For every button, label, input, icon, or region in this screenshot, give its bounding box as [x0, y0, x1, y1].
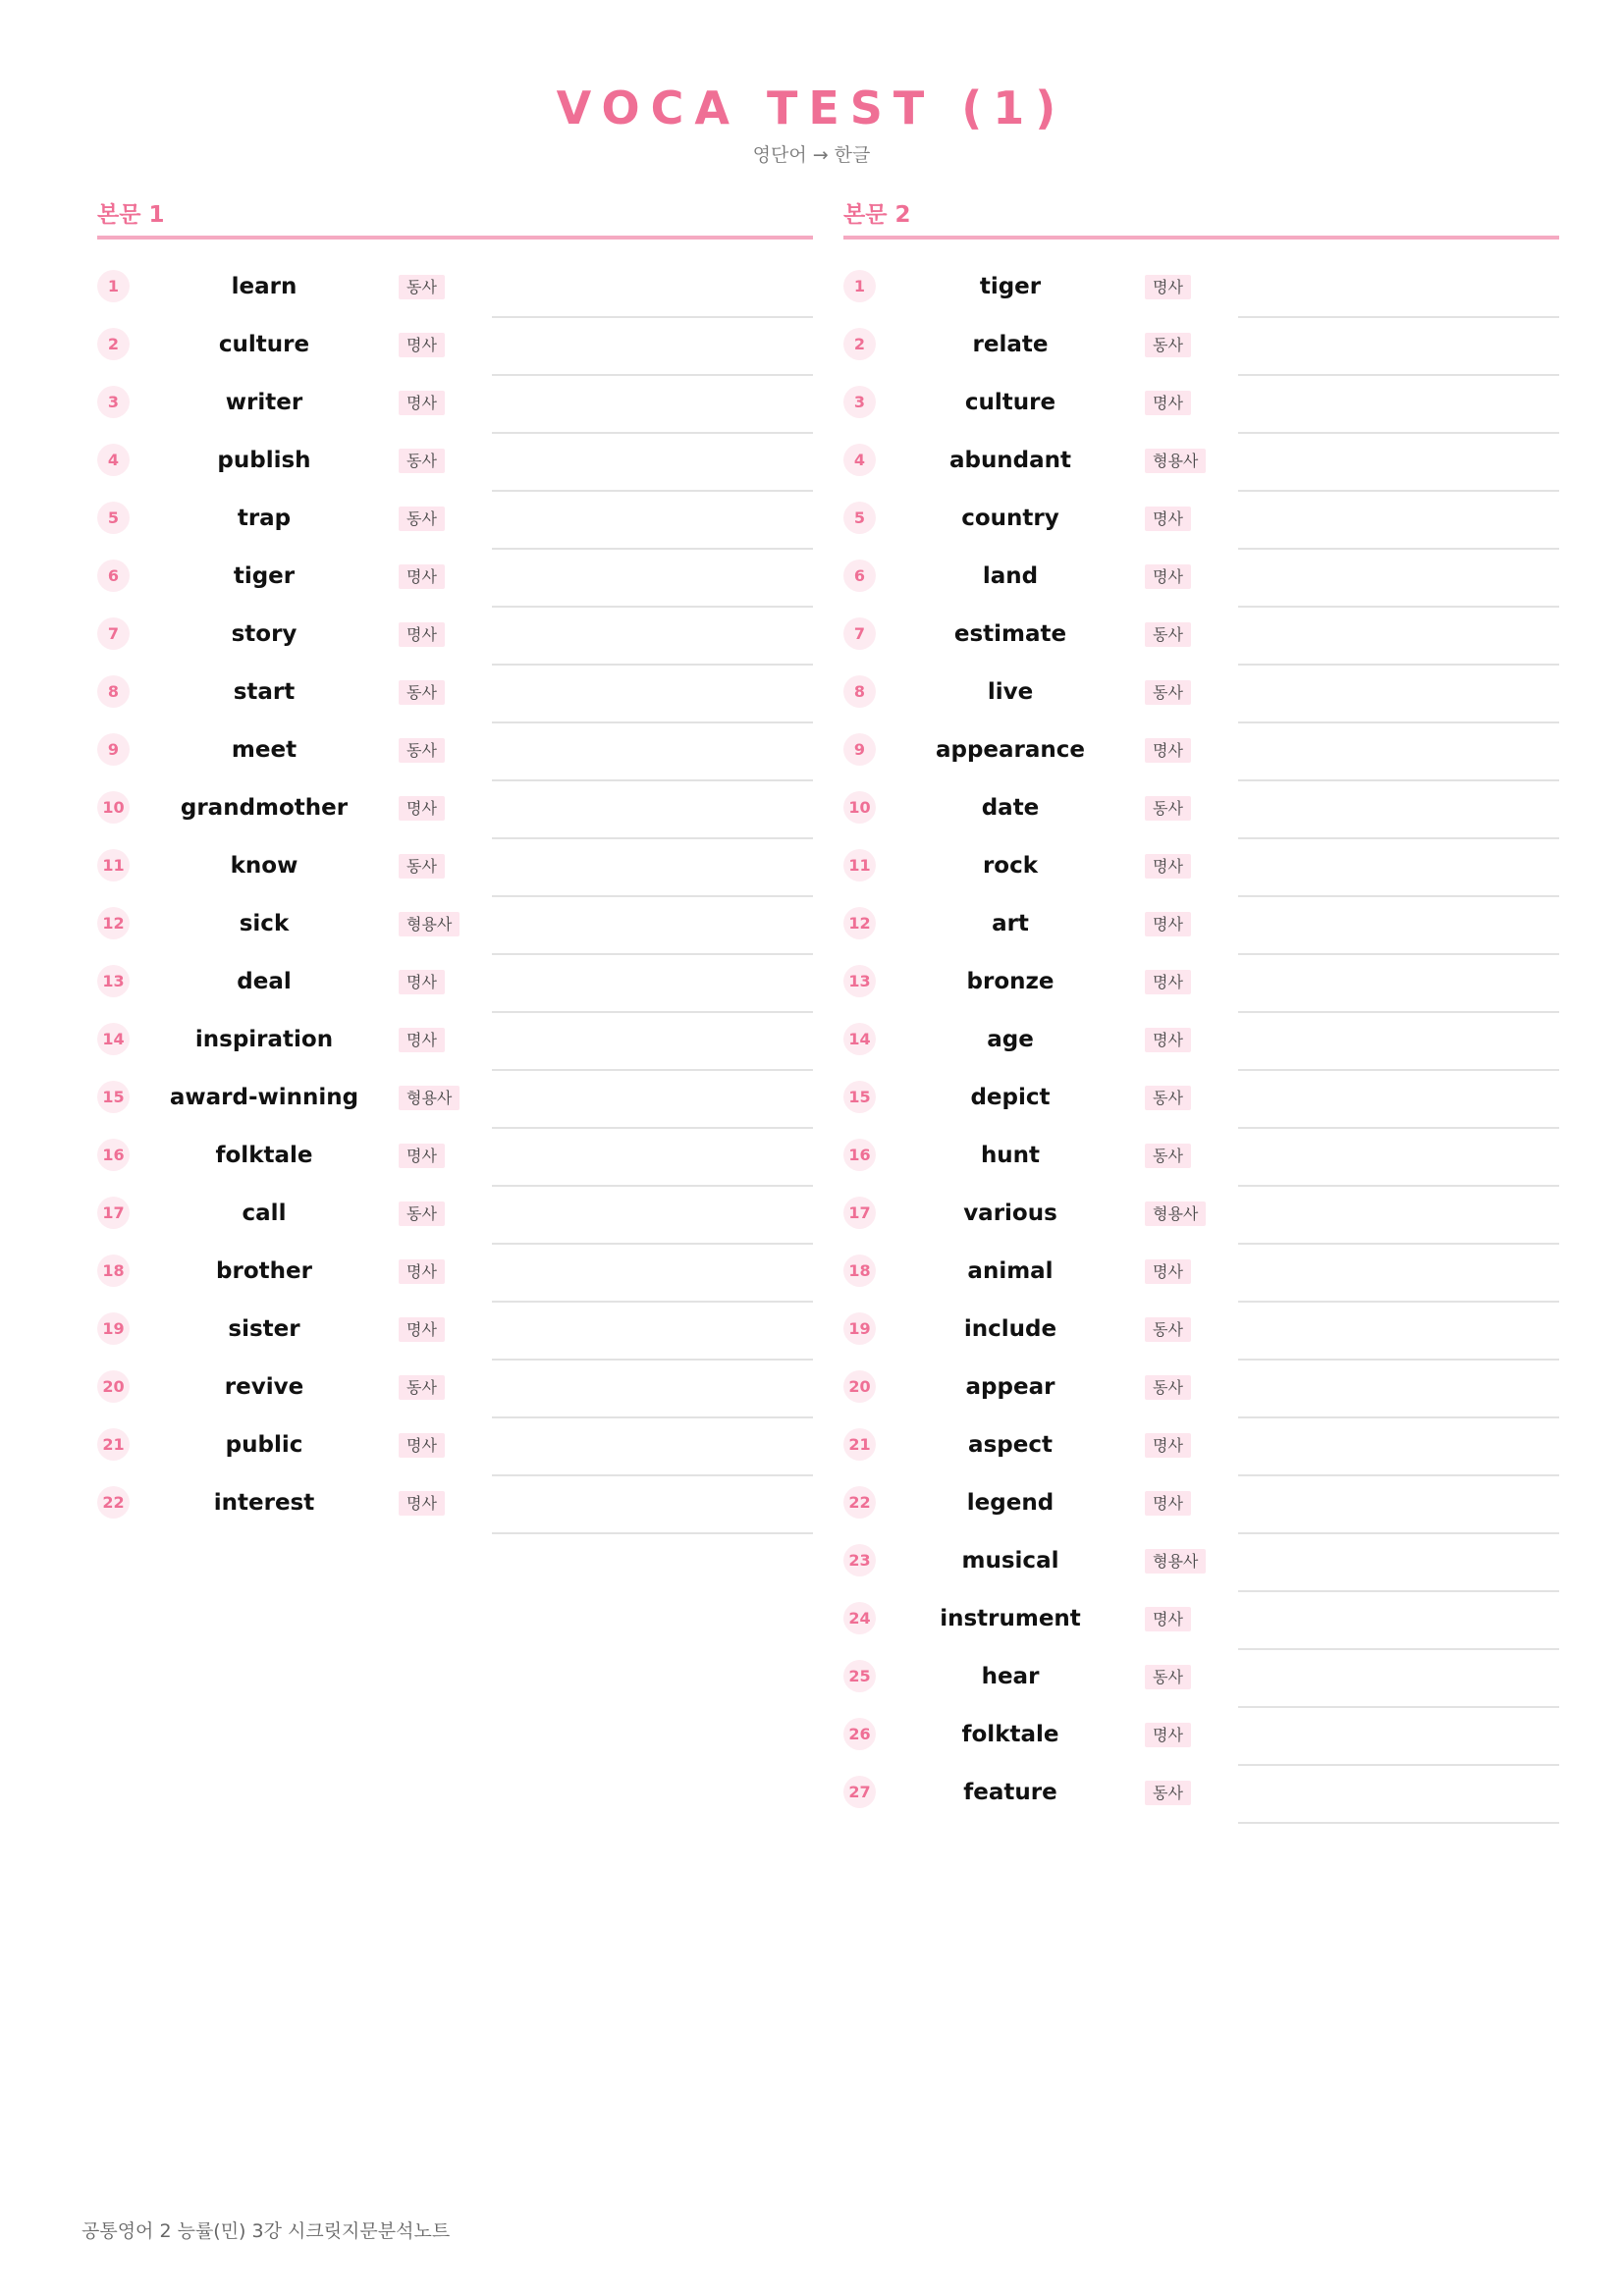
- part-of-speech-badge: 명사: [1145, 970, 1191, 994]
- item-number-badge: 12: [97, 907, 130, 939]
- item-number-badge: 8: [843, 675, 876, 708]
- answer-line[interactable]: [492, 608, 813, 666]
- answer-line[interactable]: [1238, 1071, 1559, 1129]
- vocab-word: hear: [981, 1664, 1040, 1689]
- item-number-badge: 11: [97, 849, 130, 881]
- vocab-word: tiger: [233, 563, 296, 589]
- vocab-word: tiger: [979, 274, 1042, 299]
- section-1: [97, 199, 813, 1534]
- answer-line[interactable]: [492, 550, 813, 608]
- part-of-speech-badge: 명사: [399, 564, 445, 589]
- vocab-word: relate: [972, 332, 1049, 357]
- answer-line[interactable]: [1238, 376, 1559, 434]
- vocab-word: appearance: [935, 737, 1086, 763]
- vocab-row: [97, 1418, 813, 1476]
- part-of-speech-badge: 형용사: [1145, 1201, 1206, 1226]
- part-of-speech-badge: 동사: [1145, 796, 1191, 821]
- part-of-speech-badge: 동사: [1145, 1086, 1191, 1110]
- part-of-speech-badge: 형용사: [1145, 449, 1206, 473]
- item-number-badge: 2: [97, 328, 130, 360]
- answer-line[interactable]: [1238, 1245, 1559, 1303]
- part-of-speech-badge: 동사: [399, 854, 445, 879]
- vocab-word: hunt: [980, 1143, 1041, 1168]
- vocab-word: appear: [965, 1374, 1055, 1400]
- vocab-word: culture: [964, 390, 1056, 415]
- item-number-badge: 3: [843, 386, 876, 418]
- vocab-row: [843, 723, 1559, 781]
- item-number-badge: 11: [843, 849, 876, 881]
- part-of-speech-badge: 명사: [399, 1491, 445, 1516]
- answer-line[interactable]: [492, 723, 813, 781]
- vocab-row: [843, 492, 1559, 550]
- vocab-word: depict: [970, 1085, 1051, 1110]
- vocab-row: [843, 550, 1559, 608]
- item-number-badge: 18: [97, 1255, 130, 1287]
- vocab-row: [97, 1245, 813, 1303]
- item-number-badge: 17: [97, 1197, 130, 1229]
- answer-line[interactable]: [1238, 434, 1559, 492]
- item-number-badge: 5: [843, 502, 876, 534]
- item-number-badge: 2: [843, 328, 876, 360]
- item-number-badge: 1: [97, 270, 130, 302]
- part-of-speech-badge: 명사: [1145, 564, 1191, 589]
- vocab-word: estimate: [953, 621, 1067, 647]
- vocab-word: sick: [239, 911, 290, 936]
- vocab-row: [843, 1071, 1559, 1129]
- vocab-row: [843, 897, 1559, 955]
- part-of-speech-badge: 명사: [399, 1317, 445, 1342]
- vocab-row: [843, 318, 1559, 376]
- vocab-list: [843, 260, 1559, 1824]
- vocab-word: meet: [231, 737, 298, 763]
- item-number-badge: 17: [843, 1197, 876, 1229]
- part-of-speech-badge: 형용사: [1145, 1549, 1206, 1574]
- answer-line[interactable]: [1238, 1592, 1559, 1650]
- vocab-row: [97, 781, 813, 839]
- vocab-word: grandmother: [180, 795, 349, 821]
- answer-line[interactable]: [1238, 492, 1559, 550]
- item-number-badge: 14: [843, 1023, 876, 1055]
- vocab-row: [97, 1303, 813, 1361]
- part-of-speech-badge: 명사: [399, 1028, 445, 1052]
- item-number-badge: 20: [97, 1370, 130, 1403]
- vocab-list: [97, 260, 813, 1534]
- part-of-speech-badge: 동사: [399, 1375, 445, 1400]
- answer-line[interactable]: [1238, 260, 1559, 318]
- vocab-row: [843, 1129, 1559, 1187]
- item-number-badge: 13: [97, 965, 130, 997]
- item-number-badge: 27: [843, 1776, 876, 1808]
- answer-line[interactable]: [492, 1071, 813, 1129]
- vocab-word: revive: [224, 1374, 304, 1400]
- vocab-word: inspiration: [194, 1027, 334, 1052]
- item-number-badge: 24: [843, 1602, 876, 1634]
- vocab-word: various: [963, 1201, 1057, 1226]
- part-of-speech-badge: 동사: [1145, 1375, 1191, 1400]
- item-number-badge: 10: [843, 791, 876, 824]
- vocab-word: country: [961, 506, 1059, 531]
- vocab-word: legend: [966, 1490, 1055, 1516]
- vocab-word: culture: [218, 332, 310, 357]
- vocab-word: abundant: [948, 448, 1072, 473]
- item-number-badge: 12: [843, 907, 876, 939]
- part-of-speech-badge: 명사: [1145, 391, 1191, 415]
- item-number-badge: 15: [97, 1081, 130, 1113]
- answer-line[interactable]: [1238, 839, 1559, 897]
- vocab-word: date: [981, 795, 1040, 821]
- vocab-row: [843, 1361, 1559, 1418]
- part-of-speech-badge: 명사: [1145, 738, 1191, 763]
- answer-line[interactable]: [1238, 1303, 1559, 1361]
- answer-line[interactable]: [1238, 723, 1559, 781]
- part-of-speech-badge: 명사: [399, 391, 445, 415]
- vocab-word: know: [230, 853, 298, 879]
- part-of-speech-badge: 명사: [1145, 1259, 1191, 1284]
- answer-line[interactable]: [492, 318, 813, 376]
- item-number-badge: 20: [843, 1370, 876, 1403]
- vocab-row: [97, 376, 813, 434]
- vocab-row: [843, 1766, 1559, 1824]
- item-number-badge: 26: [843, 1718, 876, 1750]
- answer-line[interactable]: [1238, 781, 1559, 839]
- item-number-badge: 18: [843, 1255, 876, 1287]
- answer-line[interactable]: [492, 1187, 813, 1245]
- item-number-badge: 5: [97, 502, 130, 534]
- vocab-word: include: [963, 1316, 1057, 1342]
- item-number-badge: 25: [843, 1660, 876, 1692]
- vocab-word: animal: [967, 1258, 1054, 1284]
- vocab-word: learn: [231, 274, 298, 299]
- part-of-speech-badge: 명사: [1145, 912, 1191, 936]
- vocab-word: rock: [982, 853, 1039, 879]
- vocab-row: [843, 1418, 1559, 1476]
- answer-line[interactable]: [492, 260, 813, 318]
- vocab-row: [843, 376, 1559, 434]
- vocab-row: [843, 1245, 1559, 1303]
- item-number-badge: 7: [97, 617, 130, 650]
- answer-line[interactable]: [1238, 1418, 1559, 1476]
- vocab-row: [843, 1187, 1559, 1245]
- vocab-row: [843, 434, 1559, 492]
- vocab-row: [843, 839, 1559, 897]
- item-number-badge: 16: [843, 1139, 876, 1171]
- answer-line[interactable]: [492, 434, 813, 492]
- vocab-word: instrument: [940, 1606, 1081, 1631]
- section-title: 본문 1: [97, 199, 813, 240]
- vocab-word: art: [992, 911, 1029, 936]
- page-header: [0, 79, 1623, 169]
- page-title: VOCA TEST (1): [556, 81, 1067, 134]
- answer-line[interactable]: [492, 1418, 813, 1476]
- vocab-row: [843, 1708, 1559, 1766]
- answer-line[interactable]: [1238, 318, 1559, 376]
- vocab-row: [843, 1592, 1559, 1650]
- vocab-row: [843, 666, 1559, 723]
- part-of-speech-badge: 동사: [1145, 622, 1191, 647]
- vocab-row: [97, 318, 813, 376]
- answer-line[interactable]: [1238, 608, 1559, 666]
- part-of-speech-badge: 동사: [1145, 1665, 1191, 1689]
- vocab-row: [97, 897, 813, 955]
- answer-line[interactable]: [492, 1129, 813, 1187]
- vocab-word: publish: [217, 448, 311, 473]
- answer-line[interactable]: [492, 839, 813, 897]
- item-number-badge: 22: [843, 1486, 876, 1519]
- vocab-word: start: [233, 679, 296, 705]
- vocab-word: folktale: [961, 1722, 1059, 1747]
- vocab-word: bronze: [966, 969, 1055, 994]
- vocab-word: sister: [228, 1316, 300, 1342]
- answer-line[interactable]: [1238, 550, 1559, 608]
- vocab-row: [843, 781, 1559, 839]
- item-number-badge: 4: [843, 444, 876, 476]
- vocab-word: brother: [216, 1258, 312, 1284]
- vocab-row: [843, 1013, 1559, 1071]
- part-of-speech-badge: 명사: [1145, 1723, 1191, 1747]
- part-of-speech-badge: 명사: [399, 970, 445, 994]
- page-subtitle: 영단어 → 한글: [752, 144, 871, 166]
- part-of-speech-badge: 명사: [1145, 275, 1191, 299]
- vocab-word: call: [242, 1201, 287, 1226]
- item-number-badge: 21: [843, 1428, 876, 1461]
- answer-line[interactable]: [1238, 1766, 1559, 1824]
- part-of-speech-badge: 동사: [399, 738, 445, 763]
- item-number-badge: 9: [97, 733, 130, 766]
- answer-line[interactable]: [492, 492, 813, 550]
- answer-line[interactable]: [1238, 897, 1559, 955]
- vocab-word: public: [225, 1432, 303, 1458]
- vocab-word: musical: [961, 1548, 1059, 1574]
- item-number-badge: 15: [843, 1081, 876, 1113]
- vocab-word: trap: [237, 506, 292, 531]
- vocab-row: [843, 1534, 1559, 1592]
- part-of-speech-badge: 동사: [399, 1201, 445, 1226]
- part-of-speech-badge: 명사: [399, 622, 445, 647]
- part-of-speech-badge: 형용사: [399, 1086, 460, 1110]
- vocab-row: [97, 955, 813, 1013]
- part-of-speech-badge: 명사: [399, 1144, 445, 1168]
- part-of-speech-badge: 동사: [399, 275, 445, 299]
- item-number-badge: 19: [843, 1312, 876, 1345]
- part-of-speech-badge: 명사: [1145, 1433, 1191, 1458]
- answer-line[interactable]: [492, 897, 813, 955]
- vocab-word: interest: [213, 1490, 315, 1516]
- vocab-row: [843, 260, 1559, 318]
- vocab-word: deal: [237, 969, 292, 994]
- vocab-word: award-winning: [169, 1085, 359, 1110]
- section-2: [843, 199, 1559, 1824]
- part-of-speech-badge: 명사: [1145, 854, 1191, 879]
- vocab-word: age: [987, 1027, 1034, 1052]
- vocab-word: writer: [225, 390, 303, 415]
- answer-line[interactable]: [1238, 1708, 1559, 1766]
- item-number-badge: 14: [97, 1023, 130, 1055]
- vocab-row: [843, 1476, 1559, 1534]
- answer-line[interactable]: [1238, 1013, 1559, 1071]
- part-of-speech-badge: 동사: [1145, 1144, 1191, 1168]
- item-number-badge: 16: [97, 1139, 130, 1171]
- vocab-row: [843, 955, 1559, 1013]
- vocab-word: story: [231, 621, 298, 647]
- answer-line[interactable]: [1238, 1187, 1559, 1245]
- vocab-row: [97, 1071, 813, 1129]
- item-number-badge: 22: [97, 1486, 130, 1519]
- item-number-badge: 7: [843, 617, 876, 650]
- part-of-speech-badge: 명사: [1145, 1491, 1191, 1516]
- item-number-badge: 6: [843, 560, 876, 592]
- vocab-word: folktale: [215, 1143, 313, 1168]
- answer-line[interactable]: [1238, 1361, 1559, 1418]
- vocab-row: [97, 839, 813, 897]
- part-of-speech-badge: 명사: [1145, 1028, 1191, 1052]
- item-number-badge: 19: [97, 1312, 130, 1345]
- part-of-speech-badge: 동사: [1145, 1781, 1191, 1805]
- part-of-speech-badge: 형용사: [399, 912, 460, 936]
- part-of-speech-badge: 명사: [399, 1433, 445, 1458]
- vocab-row: [97, 260, 813, 318]
- item-number-badge: 1: [843, 270, 876, 302]
- item-number-badge: 21: [97, 1428, 130, 1461]
- item-number-badge: 10: [97, 791, 130, 824]
- part-of-speech-badge: 명사: [399, 796, 445, 821]
- vocab-row: [97, 434, 813, 492]
- answer-line[interactable]: [1238, 1534, 1559, 1592]
- vocab-word: aspect: [968, 1432, 1053, 1458]
- vocab-row: [97, 550, 813, 608]
- answer-line[interactable]: [1238, 666, 1559, 723]
- part-of-speech-badge: 명사: [399, 333, 445, 357]
- answer-line[interactable]: [1238, 1650, 1559, 1708]
- part-of-speech-badge: 동사: [399, 507, 445, 531]
- part-of-speech-badge: 동사: [399, 449, 445, 473]
- vocab-word: live: [987, 679, 1034, 705]
- answer-line[interactable]: [492, 376, 813, 434]
- part-of-speech-badge: 동사: [1145, 333, 1191, 357]
- item-number-badge: 3: [97, 386, 130, 418]
- answer-line[interactable]: [492, 1245, 813, 1303]
- part-of-speech-badge: 동사: [1145, 680, 1191, 705]
- answer-line[interactable]: [492, 1303, 813, 1361]
- vocab-row: [97, 1476, 813, 1534]
- item-number-badge: 8: [97, 675, 130, 708]
- part-of-speech-badge: 명사: [1145, 1607, 1191, 1631]
- item-number-badge: 4: [97, 444, 130, 476]
- item-number-badge: 9: [843, 733, 876, 766]
- page-footer: 공통영어 2 능률(민) 3강 시크릿지문분석노트: [81, 2220, 451, 2242]
- vocab-row: [843, 1303, 1559, 1361]
- vocab-word: feature: [963, 1780, 1057, 1805]
- section-title: 본문 2: [843, 199, 1559, 240]
- answer-line[interactable]: [492, 1476, 813, 1534]
- part-of-speech-badge: 동사: [1145, 1317, 1191, 1342]
- answer-line[interactable]: [492, 781, 813, 839]
- vocab-row: [97, 723, 813, 781]
- vocab-row: [97, 1129, 813, 1187]
- part-of-speech-badge: 동사: [399, 680, 445, 705]
- answer-line[interactable]: [492, 1013, 813, 1071]
- part-of-speech-badge: 명사: [1145, 507, 1191, 531]
- vocab-row: [97, 1361, 813, 1418]
- vocab-row: [97, 666, 813, 723]
- answer-line[interactable]: [1238, 1476, 1559, 1534]
- vocab-row: [97, 492, 813, 550]
- vocab-row: [97, 608, 813, 666]
- vocab-row: [843, 608, 1559, 666]
- vocab-row: [97, 1013, 813, 1071]
- answer-line[interactable]: [1238, 1129, 1559, 1187]
- answer-line[interactable]: [492, 955, 813, 1013]
- item-number-badge: 13: [843, 965, 876, 997]
- item-number-badge: 23: [843, 1544, 876, 1576]
- answer-line[interactable]: [492, 666, 813, 723]
- vocab-row: [97, 1187, 813, 1245]
- vocab-word: land: [982, 563, 1039, 589]
- answer-line[interactable]: [1238, 955, 1559, 1013]
- part-of-speech-badge: 명사: [399, 1259, 445, 1284]
- vocab-row: [843, 1650, 1559, 1708]
- answer-line[interactable]: [492, 1361, 813, 1418]
- item-number-badge: 6: [97, 560, 130, 592]
